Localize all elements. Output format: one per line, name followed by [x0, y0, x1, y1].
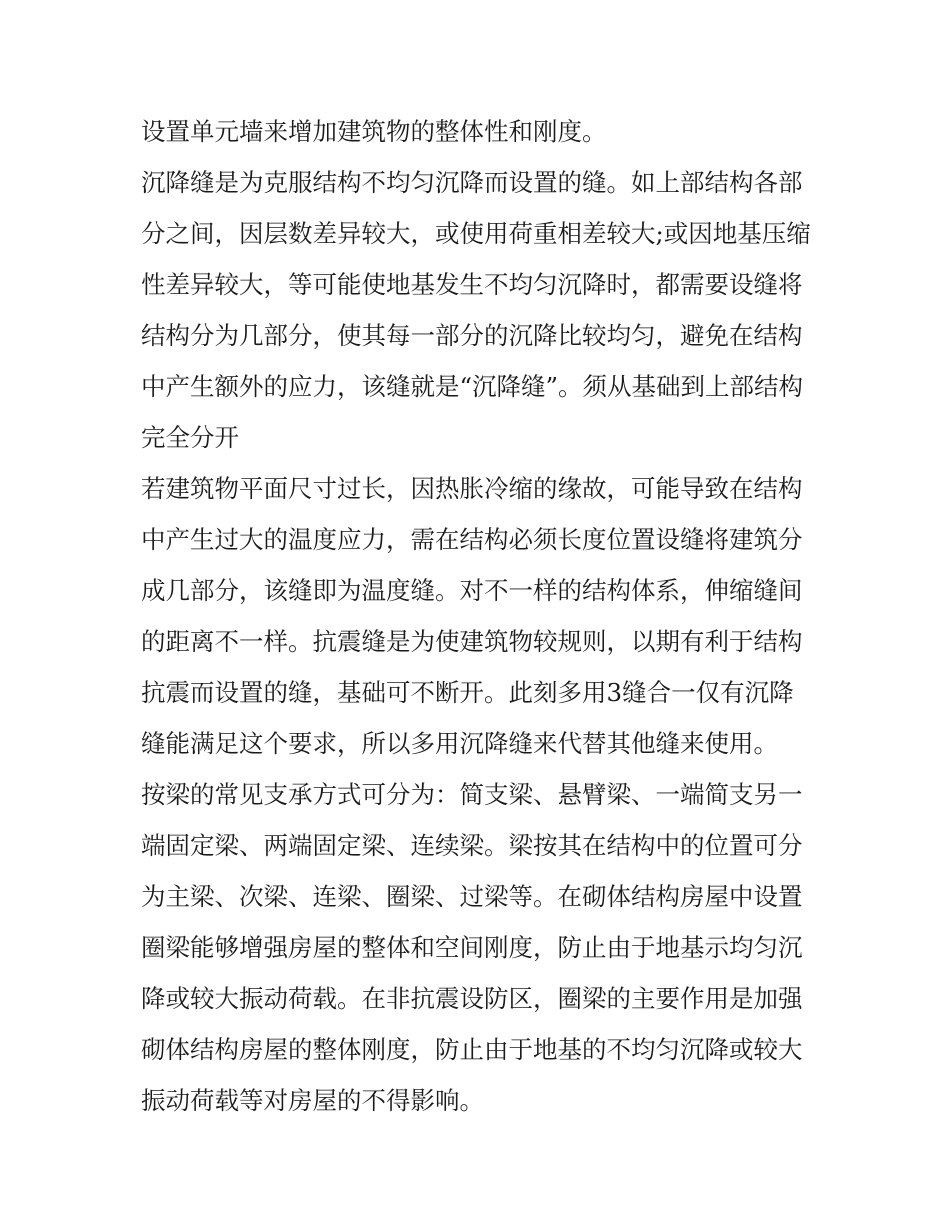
paragraph-settlement-joint: 沉降缝是为克服结构不均匀沉降而设置的缝。如上部结构各部分之间，因层数差异较大，或使用荷重相差较大;或因地基压缩性差异较大，等可能使地基发生不均匀沉降时，都需要设缝将结构分为几部分，使其每一部分的沉降比较均匀，避免在结构中产生额外的应力，该缝就是“沉降缝”。须从基础到上部结构完全分开 [141, 168, 811, 452]
paragraph-unit-wall: 设置单元墙来增加建筑物的整体性和刚度。 [141, 117, 607, 146]
paragraph-temperature-joint: 若建筑物平面尺寸过长，因热胀冷缩的缘故，可能导致在结构中产生过大的温度应力，需在结构必须长度位置设缝将建筑分成几部分，该缝即为温度缝。对不一样的结构体系，伸缩缝间的距离不一样。抗震缝是为使建筑物较规则，以期有利于结构抗震而设置的缝，基础可不断开。此刻多用3缝合一仅有沉降缝能满足这个要求，所以多用沉降缝来代替其他缝来使用。 [141, 474, 803, 758]
document-body [141, 106, 813, 1126]
paragraph-beam-types: 按梁的常见支承方式可分为：简支梁、悬臂梁、一端简支另一端固定梁、两端固定梁、连续梁。梁按其在结构中的位置可分为主梁、次梁、连梁、圈梁、过梁等。在砌体结构房屋中设置圈梁能够增强房屋的整体和空间刚度，防止由于地基示均匀沉降或较大振动荷载。在非抗震设防区，圈梁的主要作用是加强砌体结构房屋的整体刚度，防止由于地基的不均匀沉降或较大振动荷载等对房屋的不得影响。 [141, 780, 803, 1115]
